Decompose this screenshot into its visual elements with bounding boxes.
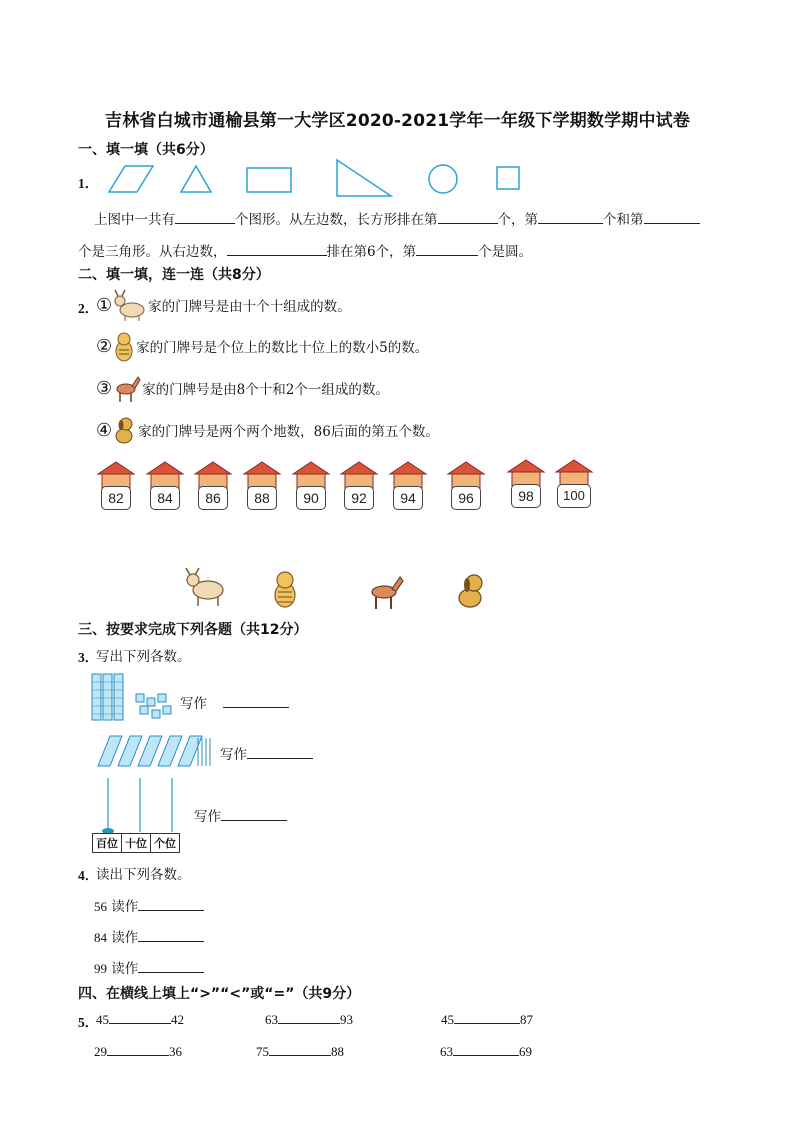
abacus-icon <box>92 776 188 834</box>
place-value-table: 百位 十位 个位 <box>92 833 180 853</box>
comparison-1: 45 42 <box>96 1012 184 1027</box>
comparison-6: 63 69 <box>440 1044 532 1059</box>
house[interactable]: 82 <box>96 460 136 516</box>
blank-triangle-1[interactable] <box>538 210 603 224</box>
house[interactable]: 100 <box>554 458 594 514</box>
blank-sixth-from-right[interactable] <box>227 242 327 256</box>
house[interactable]: 86 <box>193 460 233 516</box>
clue-item-2: ② 家的门牌号是个位上的数比十位上的数小5的数。 <box>96 330 428 362</box>
horse-icon[interactable] <box>366 572 406 610</box>
horse-icon <box>112 372 142 404</box>
goat-icon[interactable] <box>184 566 226 608</box>
clue-item-4: ④ 家的门牌号是两个两个地数，86后面的第五个数。 <box>96 414 439 446</box>
answer-blank-2[interactable] <box>247 745 313 759</box>
blank-rectangle-position[interactable] <box>438 210 498 224</box>
question-1-number: 1． <box>78 176 99 191</box>
compare-blank-1[interactable] <box>109 1010 171 1024</box>
q1-line-1: 上图中一共有 个图形。从左边数，长方形排在第 个，第 个和第 <box>94 208 700 228</box>
blank-circle-position[interactable] <box>416 242 478 256</box>
read-row-2: 84 读作 <box>94 926 204 946</box>
house[interactable]: 96 <box>446 460 486 516</box>
triangle-shape <box>181 166 211 192</box>
house[interactable]: 90 <box>291 460 331 516</box>
comparison-4: 29 36 <box>94 1044 182 1059</box>
question-4-number: 4． <box>78 868 99 883</box>
read-row-1: 56 读作 <box>94 895 204 915</box>
house[interactable]: 94 <box>388 460 428 516</box>
clue-item-1: ① 家的门牌号是由十个十组成的数。 <box>96 288 351 322</box>
answer-blank-3[interactable] <box>221 807 287 821</box>
comparison-2: 63 93 <box>265 1012 353 1027</box>
stick-bundles-icon <box>94 734 214 768</box>
answer-blank-1[interactable] <box>223 694 289 708</box>
clue-item-3: ③ 家的门牌号是由8个十和2个一组成的数。 <box>96 372 389 404</box>
house[interactable]: 84 <box>145 460 185 516</box>
circle-shape <box>429 165 457 193</box>
read-blank-2[interactable] <box>138 928 204 942</box>
section-4-heading: 四、在横线上填上“>”“<”或“=”（共9分） <box>78 986 361 1002</box>
rectangle-shape <box>247 168 291 192</box>
tiger-icon <box>112 330 136 362</box>
question-5-number: 5． <box>78 1015 99 1030</box>
compare-blank-4[interactable] <box>107 1042 169 1056</box>
square-shape <box>497 167 519 189</box>
dog-icon[interactable] <box>454 572 490 610</box>
house[interactable]: 88 <box>242 460 282 516</box>
compare-blank-3[interactable] <box>454 1010 520 1024</box>
compare-blank-2[interactable] <box>278 1010 340 1024</box>
section-2-heading: 二、填一填，连一连（共8分） <box>78 267 270 283</box>
compare-blank-6[interactable] <box>453 1042 519 1056</box>
dog-icon <box>112 414 138 446</box>
read-blank-1[interactable] <box>138 897 204 911</box>
read-blank-3[interactable] <box>138 959 204 973</box>
blank-total-shapes[interactable] <box>175 210 235 224</box>
house[interactable]: 98 <box>506 458 546 514</box>
goat-icon <box>112 288 148 322</box>
base-ten-blocks-icon <box>90 672 175 724</box>
q1-line-2: 个是三角形。从右边数， 排在第6个，第 个是圆。 <box>78 244 533 260</box>
write-row-1: 写作 <box>180 692 289 712</box>
write-row-3: 写作 <box>194 805 287 825</box>
question-2-number: 2． <box>78 301 99 316</box>
section-1-heading: 一、填一填（共6分） <box>78 142 214 158</box>
question-3-text: 写出下列各数。 <box>96 649 191 665</box>
question-3-number: 3． <box>78 650 99 665</box>
house[interactable]: 92 <box>339 460 379 516</box>
compare-blank-5[interactable] <box>269 1042 331 1056</box>
section-3-heading: 三、按要求完成下列各题（共12分） <box>78 622 308 638</box>
comparison-5: 75 88 <box>256 1044 344 1059</box>
page-title: 吉林省白城市通榆县第一大学区2020-2021学年一年级下学期数学期中试卷 <box>105 111 691 131</box>
blank-triangle-2[interactable] <box>644 210 700 224</box>
write-row-2: 写作 <box>220 743 313 763</box>
shapes-row <box>95 158 535 198</box>
tiger-icon[interactable] <box>270 570 300 608</box>
right-triangle-shape <box>337 160 391 196</box>
question-4-text: 读出下列各数。 <box>96 867 191 883</box>
comparison-3: 45 87 <box>441 1012 533 1027</box>
parallelogram-shape <box>109 166 153 192</box>
read-row-3: 99 读作 <box>94 957 204 977</box>
